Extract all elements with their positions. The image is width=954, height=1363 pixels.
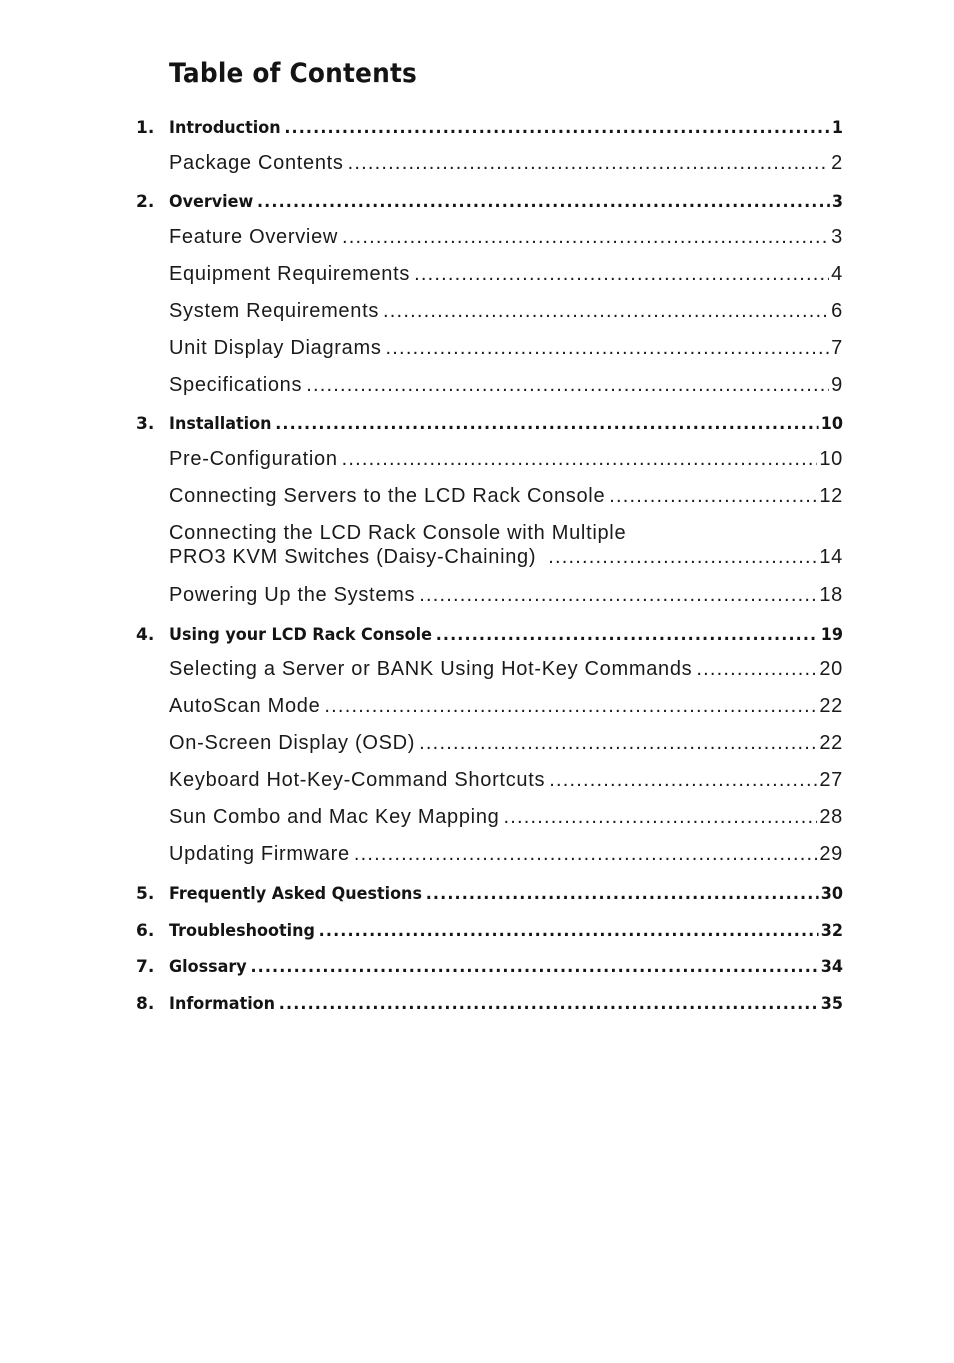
toc-page-number: 30 [820, 884, 843, 904]
toc-section-unit-display-diagrams[interactable] [169, 337, 843, 360]
toc-page-number: 22 [819, 732, 843, 754]
toc-page-number: 4 [831, 263, 843, 285]
chapter-number: 5. [136, 884, 155, 904]
toc-section-autoscan-mode[interactable] [169, 695, 843, 718]
toc-label: Glossary [169, 957, 247, 977]
toc-page-number: 12 [819, 485, 843, 507]
toc-page-number: 10 [819, 448, 843, 470]
dot-leader [609, 485, 817, 508]
toc-chapter-using-lcd-rack-console[interactable] [136, 625, 843, 645]
dot-leader [279, 994, 819, 1014]
toc-chapter-installation[interactable] [136, 414, 843, 434]
toc-section-specifications[interactable] [169, 374, 843, 397]
toc-label: Overview [169, 192, 254, 212]
toc-page-number: 10 [820, 414, 843, 434]
toc-chapter-glossary[interactable] [136, 957, 843, 977]
toc-label: Keyboard Hot-Key-Command Shortcuts [169, 769, 546, 791]
dot-leader [348, 152, 830, 175]
toc-section-feature-overview[interactable] [169, 226, 843, 249]
toc-page-number: 6 [831, 300, 843, 322]
toc-section-connecting-servers[interactable] [169, 485, 843, 508]
page-title: Table of Contents [169, 58, 417, 89]
toc-label: Frequently Asked Questions [169, 884, 422, 904]
toc-section-keyboard-shortcuts[interactable] [169, 769, 843, 792]
toc-label: Feature Overview [169, 226, 339, 248]
toc-chapter-overview[interactable] [136, 192, 843, 212]
dot-leader [319, 921, 819, 941]
toc-page-number: 3 [831, 192, 843, 212]
toc-page-number: 22 [819, 695, 843, 717]
dot-leader [386, 337, 830, 360]
toc-page-number: 2 [831, 152, 843, 174]
dot-leader [503, 806, 817, 829]
toc-label: Equipment Requirements [169, 263, 411, 285]
toc-label-line1: Connecting the LCD Rack Console with Multiple [169, 522, 627, 544]
toc-chapter-information[interactable] [136, 994, 843, 1014]
dot-leader [549, 769, 817, 792]
toc-section-equipment-requirements[interactable] [169, 263, 843, 286]
toc-page-number: 7 [831, 337, 843, 359]
dot-leader [414, 263, 829, 286]
toc-chapter-faq[interactable] [136, 884, 843, 904]
toc-section-selecting-server[interactable] [169, 658, 843, 681]
dot-leader [257, 192, 830, 212]
dot-leader [548, 546, 817, 569]
dot-leader [436, 625, 819, 645]
toc-section-system-requirements[interactable] [169, 300, 843, 323]
dot-leader [342, 448, 818, 471]
toc-label: Specifications [169, 374, 303, 396]
dot-leader [426, 884, 819, 904]
dot-leader [342, 226, 829, 249]
chapter-number: 8. [136, 994, 155, 1014]
toc-section-pre-configuration[interactable] [169, 448, 843, 471]
toc-page-number: 20 [819, 658, 843, 680]
toc-label: Package Contents [169, 152, 344, 174]
toc-label: AutoScan Mode [169, 695, 321, 717]
toc-page-number: 9 [831, 374, 843, 396]
dot-leader [696, 658, 817, 681]
toc-label: Unit Display Diagrams [169, 337, 382, 359]
toc-label: Introduction [169, 118, 281, 138]
toc-label: Troubleshooting [169, 921, 315, 941]
dot-leader [419, 732, 817, 755]
toc-label: PRO3 KVM Switches (Daisy-Chaining) [169, 546, 537, 568]
toc-label: Updating Firmware [169, 843, 350, 865]
toc-page-number: 28 [819, 806, 843, 828]
dot-leader [250, 957, 818, 977]
chapter-number: 7. [136, 957, 155, 977]
toc-label: Pre-Configuration [169, 448, 338, 470]
toc-label: Installation [169, 414, 272, 434]
dot-leader [275, 414, 819, 434]
chapter-number: 4. [136, 625, 155, 645]
toc-label: Sun Combo and Mac Key Mapping [169, 806, 500, 828]
toc-page-number: 1 [831, 118, 843, 138]
toc-page-number: 29 [819, 843, 843, 865]
toc-label: Using your LCD Rack Console [169, 625, 432, 645]
toc-chapter-introduction[interactable] [136, 118, 843, 138]
dot-leader [306, 374, 829, 397]
toc-page-number: 27 [819, 769, 843, 791]
dot-leader [284, 118, 830, 138]
toc-page-number: 35 [820, 994, 843, 1014]
toc-section-package-contents[interactable] [169, 152, 843, 175]
toc-section-daisy-chaining[interactable] [169, 522, 843, 569]
toc-label: Selecting a Server or BANK Using Hot-Key Commands [169, 658, 693, 680]
toc-page-number: 19 [820, 625, 843, 645]
dot-leader [354, 843, 817, 866]
chapter-number: 6. [136, 921, 155, 941]
toc-section-updating-firmware[interactable] [169, 843, 843, 866]
toc-chapter-troubleshooting[interactable] [136, 921, 843, 941]
dot-leader [324, 695, 817, 718]
toc-label: Connecting Servers to the LCD Rack Console [169, 485, 606, 507]
toc-page-number: 18 [819, 584, 843, 606]
toc-page-number: 14 [819, 546, 843, 568]
toc-label: Information [169, 994, 276, 1014]
chapter-number: 2. [136, 192, 155, 212]
toc-label: On-Screen Display (OSD) [169, 732, 416, 754]
toc-label: Powering Up the Systems [169, 584, 416, 606]
dot-leader [419, 584, 817, 607]
chapter-number: 1. [136, 118, 155, 138]
toc-section-key-mapping[interactable] [169, 806, 843, 829]
toc-section-osd[interactable] [169, 732, 843, 755]
dot-leader [383, 300, 829, 323]
toc-page-number: 3 [831, 226, 843, 248]
toc-page-number: 32 [820, 921, 843, 941]
toc-label: System Requirements [169, 300, 380, 322]
chapter-number: 3. [136, 414, 155, 434]
toc-section-powering-up[interactable] [169, 584, 843, 607]
toc-page-number: 34 [820, 957, 843, 977]
